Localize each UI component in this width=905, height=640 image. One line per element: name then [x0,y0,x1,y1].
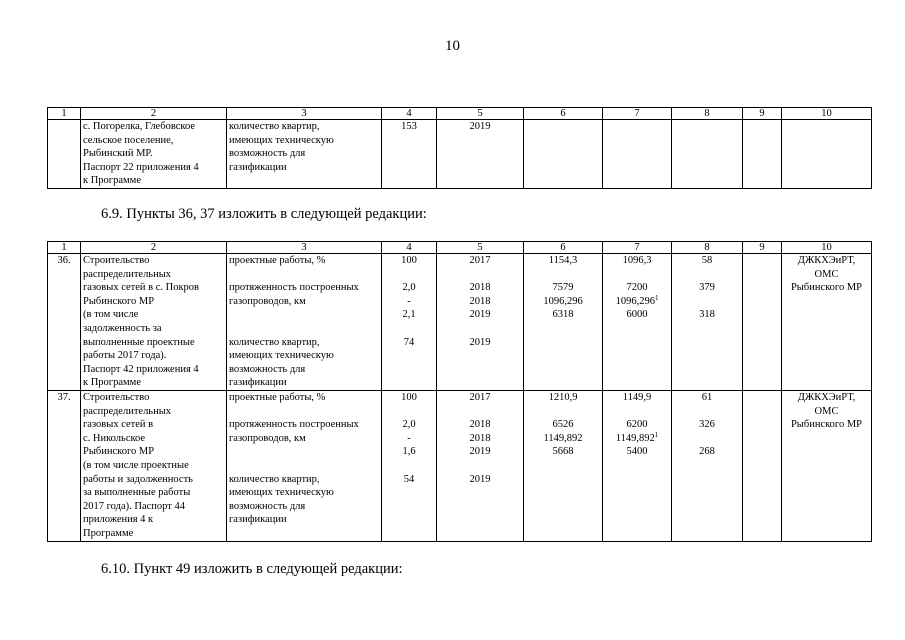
col-num-3: 3 [227,108,382,120]
col-num-5: 5 [437,242,524,254]
empty-cell [743,391,782,542]
value-cell: 100 2,0 - 2,1 74 [382,254,437,391]
amount-cell: 1096,3 7200 1096,296$^1$ 6000 [603,254,672,391]
object-name-cell: Строительство распределительных газовых сетей в с. Покров Рыбинского МР (в том числе задолженность за выполненные проектные работы 2017 года). Паспорт 42 приложения 4 к Программе [81,254,227,391]
main-table [47,241,872,542]
year-cell: 2019 [437,120,524,189]
col-num-6: 6 [524,108,603,120]
year-cell: 2017 2018 2018 2019 2019 [437,391,524,542]
col-num-4: 4 [382,242,437,254]
footnote-mark: 1 [654,430,659,439]
object-name-cell: с. Погорелка, Глебовское сельское поселение, Рыбинский МР. Паспорт 22 приложения 4 к Программе [81,120,227,189]
col-num-2: 2 [81,108,227,120]
col-num-7: 7 [603,108,672,120]
indicator-cell: проектные работы, % протяженность построенных газопроводов, км количество квартир, имеющих техническую возможность для газификации [227,391,382,542]
col-num-8: 8 [672,108,743,120]
responsible-cell: ДЖКХЭиРТ, ОМС Рыбинского МР [782,391,872,542]
col-num-2: 2 [81,242,227,254]
col-num-4: 4 [382,108,437,120]
paragraph-6-9: 6.9. Пункты 36, 37 изложить в следующей редакции: [101,206,427,222]
col-num-10: 10 [782,108,872,120]
indicator-cell: проектные работы, % протяженность построенных газопроводов, км количество квартир, имеющих техническую возможность для газификации [227,254,382,391]
amount-cell: 61 326 268 [672,391,743,542]
row-number: 37. [48,391,81,542]
year-cell: 2017 2018 2018 2019 2019 [437,254,524,391]
row-number: 36. [48,254,81,391]
col-num-1: 1 [48,242,81,254]
col-num-3: 3 [227,242,382,254]
amount-cell: 1149,9 6200 1149,892$^1$ 5400 [603,391,672,542]
continuation-table [47,107,872,189]
table-row-36 [48,254,872,391]
col-num-10: 10 [782,242,872,254]
object-name-cell: Строительство распределительных газовых сетей в с. Никольское Рыбинского МР (в том числе проектные работы и задолженность за выполненные работы 2017 года). Паспорт 44 приложения 4 к Программе [81,391,227,542]
empty-cell [782,120,872,189]
col-num-7: 7 [603,242,672,254]
empty-cell [603,120,672,189]
page-number: 10 [445,38,460,54]
footnote-mark: 1 [654,293,659,302]
column-number-row [48,108,872,120]
col-num-1: 1 [48,108,81,120]
indicator-cell: количество квартир, имеющих техническую возможность для газификации [227,120,382,189]
column-number-row [48,242,872,254]
paragraph-6-10: 6.10. Пункт 49 изложить в следующей редакции: [101,561,403,577]
col-num-9: 9 [743,108,782,120]
empty-cell [743,254,782,391]
amount-cell: 58 379 318 [672,254,743,391]
table-row-37 [48,391,872,542]
row-number [48,120,81,189]
col-num-8: 8 [672,242,743,254]
value-cell: 153 [382,120,437,189]
col-num-9: 9 [743,242,782,254]
empty-cell [524,120,603,189]
amount-cell: 1210,9 6526 1149,892 5668 [524,391,603,542]
table-row [48,120,872,189]
empty-cell [672,120,743,189]
value-cell: 100 2,0 - 1,6 54 [382,391,437,542]
responsible-cell: ДЖКХЭиРТ, ОМС Рыбинского МР [782,254,872,391]
col-num-6: 6 [524,242,603,254]
col-num-5: 5 [437,108,524,120]
empty-cell [743,120,782,189]
amount-cell: 1154,3 7579 1096,296 6318 [524,254,603,391]
